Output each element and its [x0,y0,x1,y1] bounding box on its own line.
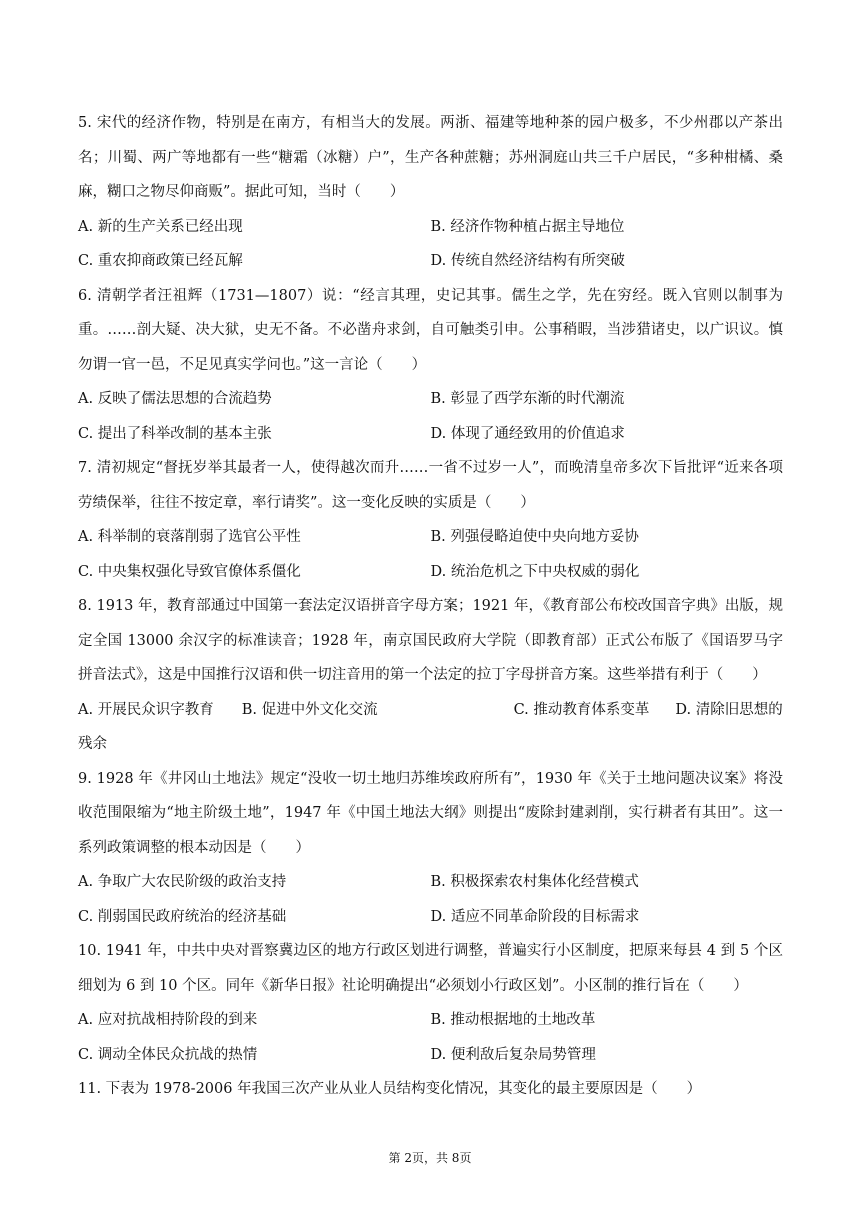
option-b: B. 经济作物种植占据主导地位 [430,218,625,235]
option-a: A. 新的生产关系已经出现 [78,218,243,235]
question-list [78,106,783,1107]
option-a: A. 开展民众识字教育 [78,701,214,718]
option-b: B. 推动根据地的土地改革 [430,1012,596,1028]
question-7 [78,451,783,589]
option-list [78,693,783,762]
option-list [78,1003,783,1072]
question-stem: 10. 1941 年，中共中央对晋察冀边区的地方行政区划进行调整，普遍实行小区制度，把原来每县 4 到 5 个区细划为 6 到 10 个区。同年《新华日报》社论明确提出“必须划小行政区划”。小区制的推行旨在（ ） [78,943,783,994]
option-c: C. 提出了科举改制的基本主张 [78,425,272,442]
question-9 [78,762,783,935]
question-stem: 6. 清朝学者汪祖辉（1731—1807）说：“经言其理，史记其事。儒生之学，先在穷经。既入官则以制事为重。……剖大疑、决大狱，史无不备。不必凿舟求剑，自可触类引申。公事稍暇，当涉猎诸史，以广识议。慎勿谓一官一邑，不足见真实学问也。”这一言论（ ） [78,287,783,373]
option-a: A. 应对抗战相持阶段的到来 [78,1012,258,1028]
option-b: B. 促进中外文化交流 [241,701,378,718]
question-stem: 8. 1913 年，教育部通过中国第一套法定汉语拼音字母方案；1921 年，《教育部公布校改国音字典》出版，规定全国 13000 余汉字的标准读音；1928 年，南京国民政府大学院（即教育部）正式公布版了《国语罗马字拼音法式》，这是中国推行汉语和供一切注音用的第一个法定的拉丁字母拼音方案。这些举措有利于（ ） [78,598,783,683]
option-list [78,520,783,589]
option-a: A. 科举制的衰落削弱了选官公平性 [78,529,301,545]
page-footer: 第 2页，共 8页 [388,1151,472,1165]
question-stem: 5. 宋代的经济作物，特别是在南方，有相当大的发展。两浙、福建等地种茶的园户极多，不少州郡以产茶出名；川蜀、两广等地都有一些“糖霜（冰糖）户”，生产各种蔗糖；苏州洞庭山共三千户居民，“多种柑橘、桑麻，糊口之物尽仰商贩”。据此可知，当时（ ） [78,115,783,200]
option-c: C. 重农抑商政策已经瓦解 [78,253,243,269]
option-list [78,210,783,279]
option-a: A. 反映了儒法思想的合流趋势 [78,391,272,407]
option-b: B. 积极探索农村集体化经营模式 [430,874,639,890]
question-stem: 11. 下表为 1978-2006 年我国三次产业从业人员结构变化情况，其变化的最主要原因是（ ） [78,1081,702,1097]
option-c: C. 中央集权强化导致官僚体系僵化 [78,563,301,580]
question-10 [78,934,783,1072]
question-5 [78,106,783,279]
option-list [78,865,783,934]
question-6 [78,279,783,452]
option-a: A. 争取广大农民阶级的政治支持 [78,874,287,890]
option-d: D. 清除旧思想的残余 [78,701,783,752]
option-b: B. 列强侵略迫使中央向地方妥协 [430,529,639,545]
option-c: C. 削弱国民政府统治的经济基础 [78,908,287,925]
option-d: D. 统治危机之下中央权威的弱化 [430,563,640,580]
option-d: D. 适应不同革命阶段的目标需求 [430,908,640,925]
question-11 [78,1072,783,1107]
question-stem: 7. 清初规定“督抚岁举其最者一人，使得越次而升……一省不过岁一人”，而晚清皇帝多次下旨批评“近来各项劳绩保举，往往不按定章，率行请奖”。这一变化反映的实质是（ ） [78,460,783,511]
option-d: D. 便利敌后复杂局势管理 [430,1046,596,1063]
option-b: B. 彰显了西学东渐的时代潮流 [430,391,625,407]
option-c: C. 推动教育体系变革 [513,701,650,718]
option-d: D. 传统自然经济结构有所突破 [430,253,625,269]
option-c: C. 调动全体民众抗战的热情 [78,1046,258,1063]
question-stem: 9. 1928 年《井冈山土地法》规定“没收一切土地归苏维埃政府所有”，1930 年《关于土地问题决议案》将没收范围限缩为“地主阶级土地”，1947 年《中国土地法大纲》则提出“废除封建剥削，实行耕者有其田”。这一系列政策调整的根本动因是（ ） [78,770,783,856]
option-list [78,382,783,451]
option-d: D. 体现了通经致用的价值追求 [430,425,625,442]
question-8 [78,589,783,762]
